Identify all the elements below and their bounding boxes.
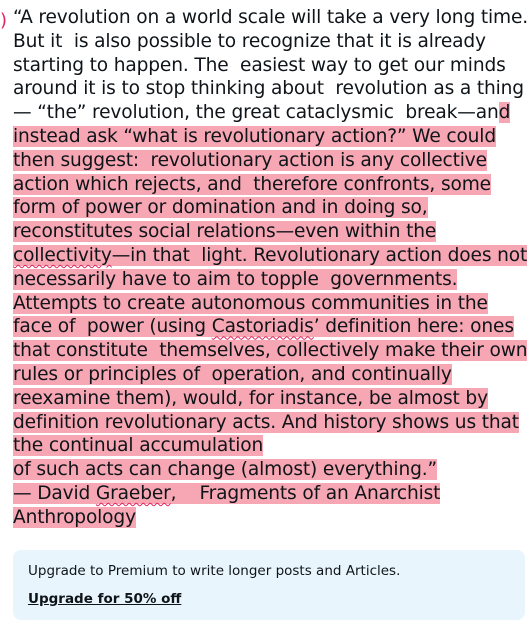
over-limit-highlighted-text: that constitute themselves, collectively make their own: [13, 340, 528, 362]
post-text-editor[interactable]: [13, 6, 529, 530]
over-limit-highlighted-text: collectivity—in that light. Revolutionary action does not: [13, 244, 528, 266]
post-text-line: [13, 268, 529, 292]
over-limit-highlighted-text: face of power (using Castoriadis’ definition here: ones: [13, 316, 514, 338]
post-text-line: [13, 30, 529, 54]
post-text-line: [13, 6, 529, 30]
post-text-segment: But it is also possible to recognize that it is already: [13, 30, 486, 52]
post-text-line: [13, 54, 529, 78]
post-text-line: [13, 292, 529, 316]
over-limit-highlighted-text: instead ask “what is revolutionary action?” We could: [13, 125, 496, 147]
post-text-line: [13, 482, 529, 506]
over-limit-highlighted-text: reconstitutes social relations—even within the: [13, 221, 437, 243]
post-text-line: [13, 244, 529, 268]
post-text-segment: around it is to stop thinking about revolution as a thing: [13, 78, 524, 100]
spellcheck-word[interactable]: collectivity: [13, 244, 112, 266]
over-limit-highlighted-text: the continual accumulation: [13, 435, 264, 457]
upgrade-link[interactable]: Upgrade for 50% off: [28, 591, 182, 607]
post-text-line: [13, 125, 529, 149]
over-limit-highlighted-text: action which rejects, and therefore confronts, some: [13, 173, 491, 195]
post-text-line: [13, 458, 529, 482]
over-limit-highlighted-text: form of power or domination and in doing so,: [13, 197, 428, 219]
upgrade-message: Upgrade to Premium to write longer posts and Articles.: [28, 563, 401, 579]
post-text-line: [13, 411, 529, 435]
over-limit-highlighted-text: — David Graeber, Fragments of an Anarchist: [13, 482, 441, 504]
post-text-line: [13, 77, 529, 101]
spellcheck-word[interactable]: Castoriadis: [211, 316, 314, 338]
over-limit-highlighted-text: d: [498, 102, 511, 124]
post-text-segment: “A revolution on a world scale will take a very long time.: [13, 7, 529, 28]
post-text-line: [13, 434, 529, 458]
over-limit-highlighted-text: reexamine them), would, for instance, be almost by: [13, 387, 488, 409]
post-text-line: [13, 196, 529, 220]
post-text-segment: — “the” revolution, the great cataclysmic break—an: [13, 102, 499, 124]
upgrade-banner: [13, 550, 525, 620]
over-limit-highlighted-text: of such acts can change (almost) everything.”: [13, 459, 437, 481]
post-text-line: [13, 315, 529, 339]
post-text-line: [13, 101, 529, 125]
over-limit-highlighted-text: Anthropology: [13, 506, 136, 528]
spellcheck-word[interactable]: Graeber: [95, 482, 171, 504]
over-limit-highlighted-text: definition revolutionary acts. And history shows us that: [13, 411, 519, 433]
post-text-segment: starting to happen. The easiest way to get our minds: [13, 54, 506, 76]
post-text-line: [13, 339, 529, 363]
post-text-line: [13, 363, 529, 387]
over-limit-highlighted-text: then suggest: revolutionary action is any collective: [13, 149, 487, 171]
post-text-line: [13, 220, 529, 244]
post-text-line: [13, 506, 529, 530]
over-limit-indicator-icon: ): [0, 10, 8, 31]
over-limit-highlighted-text: rules or principles of operation, and continually: [13, 363, 452, 385]
post-text-line: [13, 387, 529, 411]
over-limit-highlighted-text: necessarily have to aim to topple governments.: [13, 268, 458, 290]
over-limit-highlighted-text: Attempts to create autonomous communities in the: [13, 292, 488, 314]
post-text-line: [13, 149, 529, 173]
post-text-line: [13, 173, 529, 197]
